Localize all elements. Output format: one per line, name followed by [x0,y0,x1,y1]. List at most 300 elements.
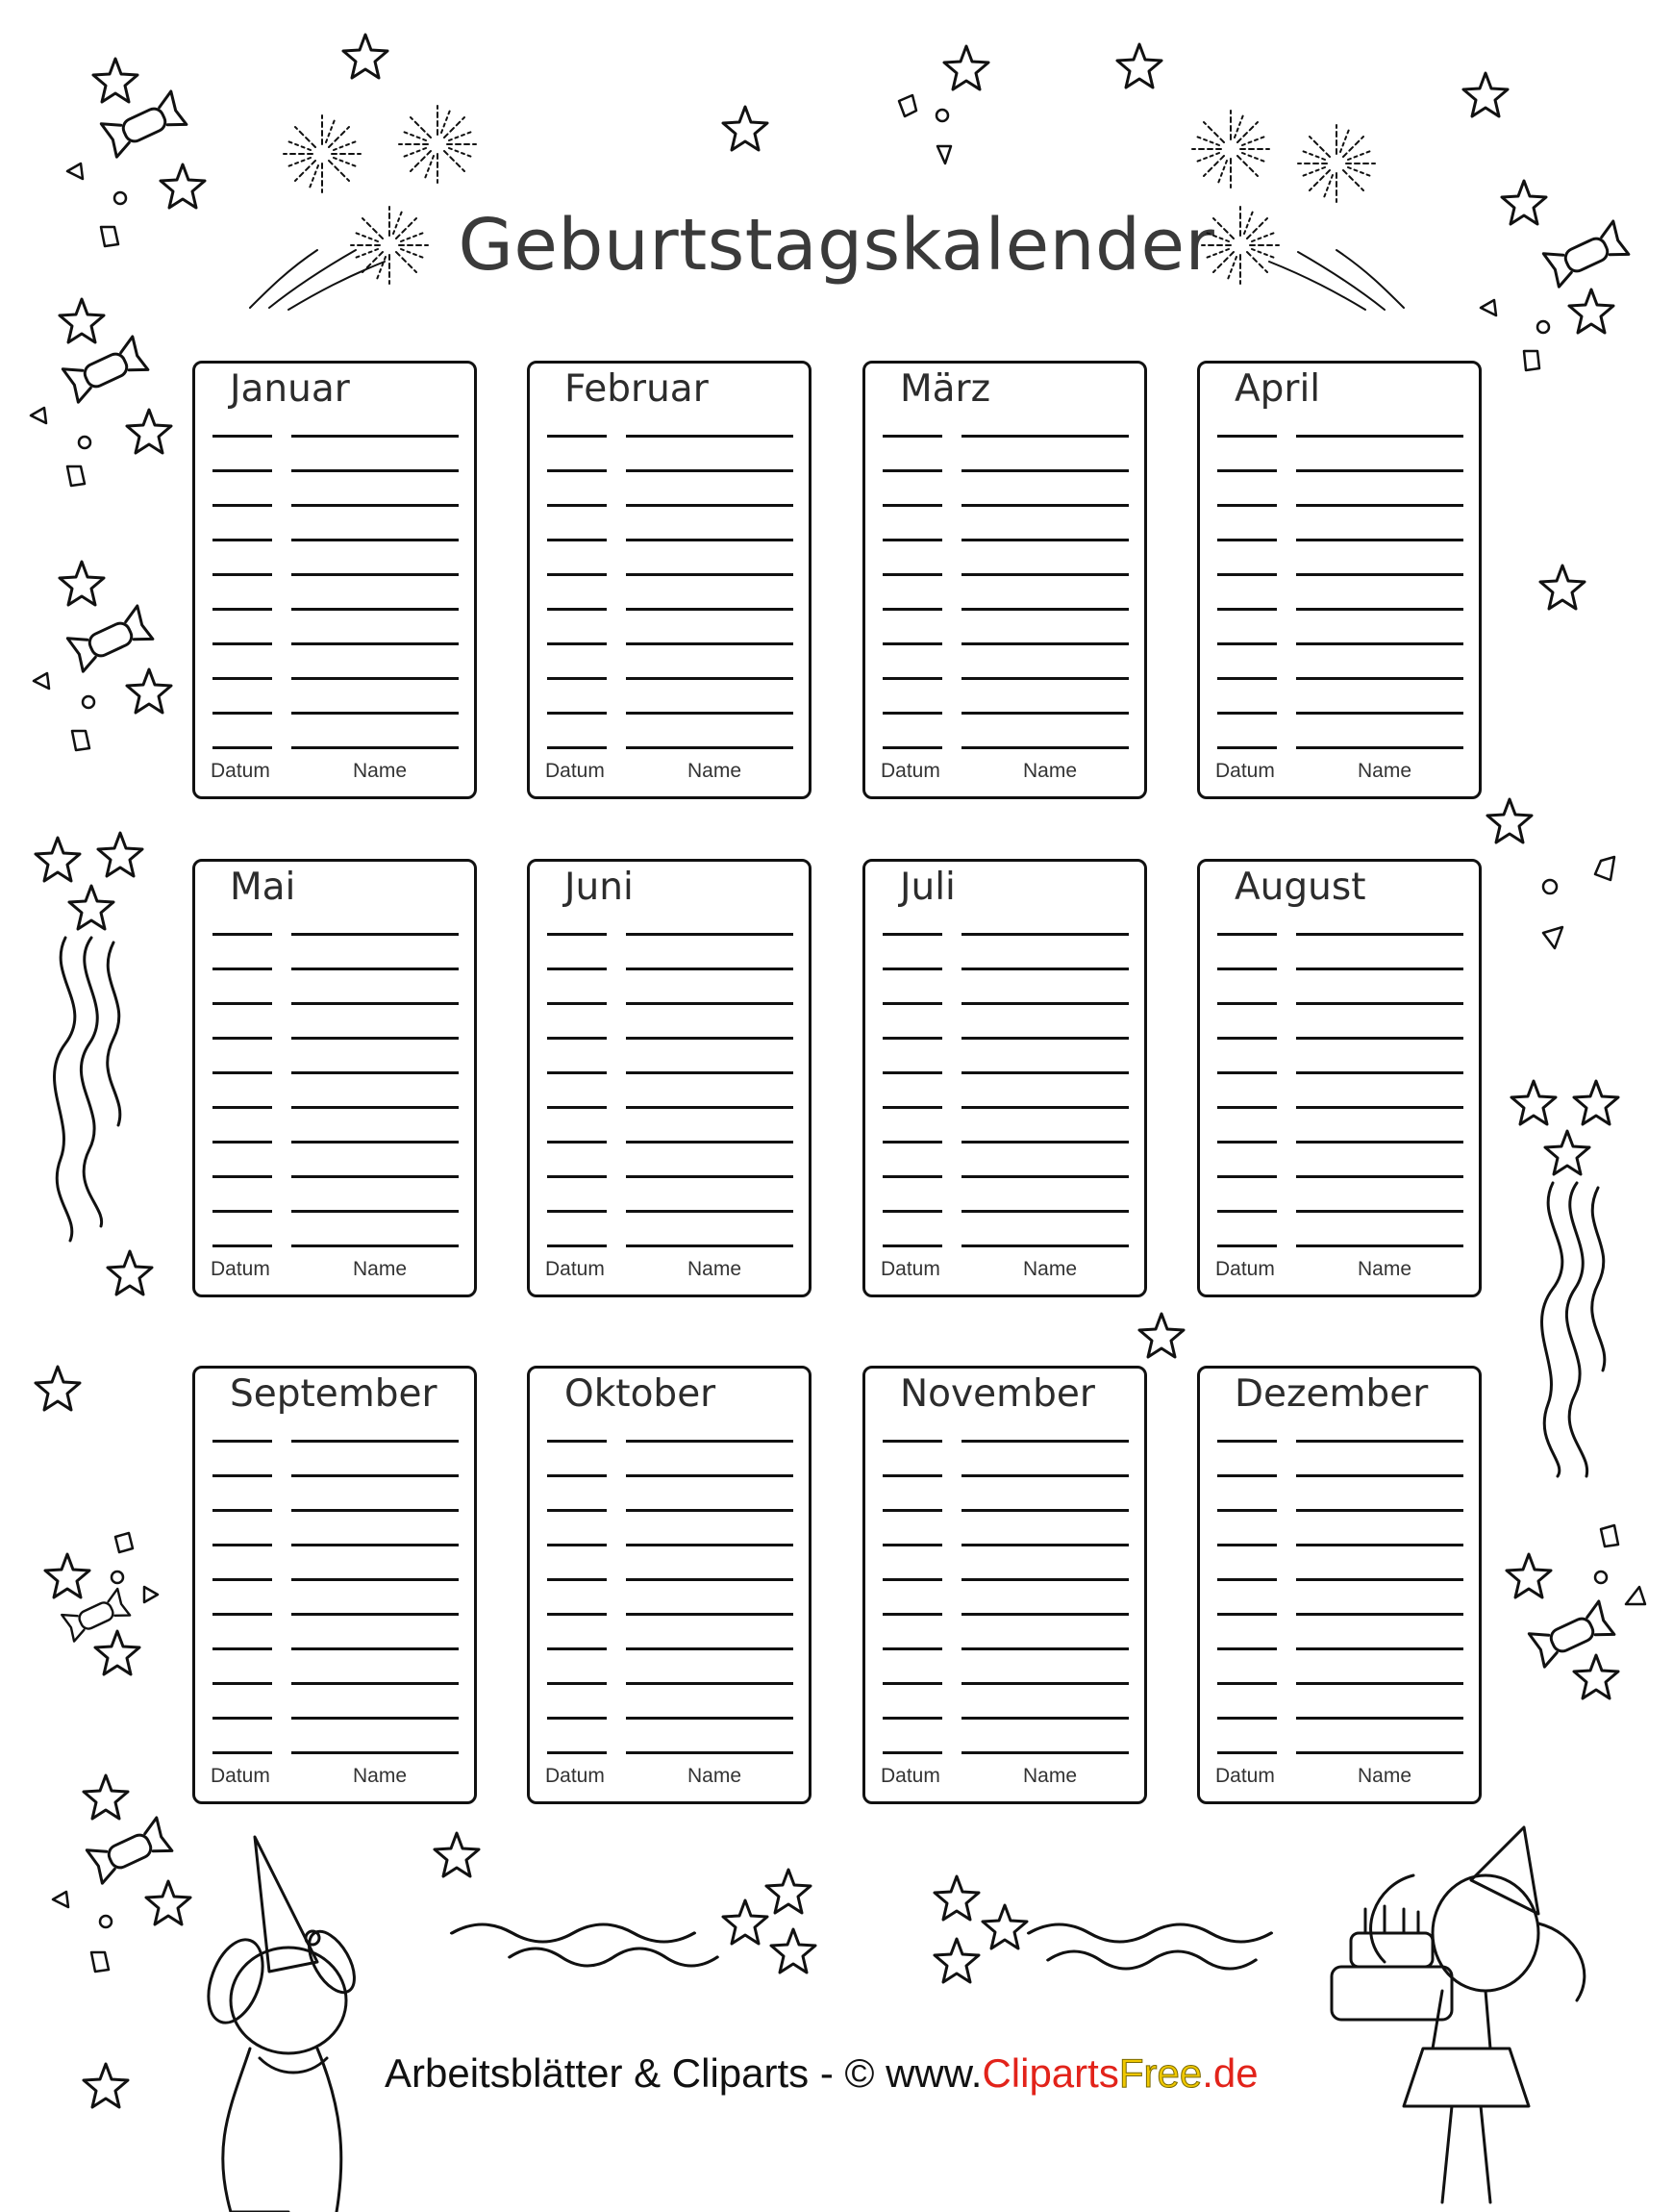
date-line [883,1613,942,1616]
name-line [1296,1578,1463,1581]
date-line [547,1037,607,1040]
entry-line [865,1037,1144,1040]
name-line [1296,435,1463,438]
entry-line [530,1071,809,1074]
date-line [212,1071,272,1074]
name-line [291,1717,459,1720]
name-line [1296,968,1463,970]
date-line [547,1613,607,1616]
entry-line [530,1244,809,1247]
month-title: August [1235,866,1366,909]
date-line [883,573,942,576]
date-line [212,968,272,970]
date-line [212,435,272,438]
entry-line [865,1578,1144,1581]
date-line [547,573,607,576]
date-line [547,968,607,970]
entry-line [530,933,809,936]
name-line [961,1647,1129,1650]
entry-line [195,1210,474,1213]
date-line [1217,435,1277,438]
date-line [883,608,942,611]
entry-line [1200,712,1479,715]
month-title: März [900,367,991,411]
entry-line [530,608,809,611]
entry-line [1200,469,1479,472]
date-line [883,1578,942,1581]
month-card [1197,361,1482,799]
date-line [1217,1106,1277,1109]
name-line [961,504,1129,507]
date-line [547,677,607,680]
entry-line [195,1682,474,1685]
entry-line [195,1544,474,1546]
date-line [547,1717,607,1720]
name-label: Name [1023,1258,1078,1280]
date-line [883,1210,942,1213]
date-line [1217,1578,1277,1581]
date-line [547,746,607,749]
entry-line [195,1717,474,1720]
entry-line [530,1474,809,1477]
entry-line [530,1751,809,1754]
date-line [883,712,942,715]
date-label: Datum [881,1258,940,1280]
month-card [1197,1366,1482,1804]
name-line [626,642,793,645]
date-line [547,1244,607,1247]
name-label: Name [353,760,408,782]
month-card [527,1366,812,1804]
entry-line [530,1578,809,1581]
name-line [1296,1175,1463,1178]
month-card [1197,859,1482,1297]
entry-line [1200,1717,1479,1720]
entry-line [1200,1106,1479,1109]
date-line [883,1037,942,1040]
name-line [291,1175,459,1178]
name-line [291,1210,459,1213]
entry-line [530,1037,809,1040]
date-line [212,1751,272,1754]
name-line [961,435,1129,438]
entry-line [195,1578,474,1581]
month-title: April [1235,367,1321,411]
name-line [961,1071,1129,1074]
name-label: Name [687,760,742,782]
date-line [547,1647,607,1650]
date-line [212,1037,272,1040]
entry-line [530,642,809,645]
name-line [961,1175,1129,1178]
entry-line [865,608,1144,611]
date-line [212,539,272,541]
date-line [212,746,272,749]
name-line [626,1578,793,1581]
footer-brand-part2: Free [1118,2050,1203,2096]
date-line [883,1440,942,1443]
date-label: Datum [211,1258,270,1280]
entry-line [865,1002,1144,1005]
name-line [626,677,793,680]
entry-line [195,1106,474,1109]
date-line [547,1106,607,1109]
name-line [961,1717,1129,1720]
entry-line [530,1210,809,1213]
date-label: Datum [1215,760,1275,782]
name-line [291,1613,459,1616]
name-line [291,1578,459,1581]
date-line [883,1717,942,1720]
footer-suffix: .de [1202,2050,1259,2096]
month-card [527,859,812,1297]
date-label: Datum [881,1765,940,1787]
date-line [212,573,272,576]
entry-line [1200,1751,1479,1754]
date-line [212,1682,272,1685]
date-line [212,642,272,645]
name-line [1296,1244,1463,1247]
date-line [883,968,942,970]
date-label: Datum [1215,1765,1275,1787]
name-line [291,1440,459,1443]
name-line [626,933,793,936]
entry-line [865,746,1144,749]
name-line [626,573,793,576]
entry-line [195,469,474,472]
entry-line [195,573,474,576]
name-line [961,608,1129,611]
entry-line [530,1440,809,1443]
month-title: Juni [564,866,634,909]
name-line [291,504,459,507]
name-line [291,1244,459,1247]
name-label: Name [1023,1765,1078,1787]
date-line [547,1440,607,1443]
entry-line [195,642,474,645]
entry-line [865,1440,1144,1443]
entry-line [865,1751,1144,1754]
name-line [961,712,1129,715]
date-line [212,1141,272,1144]
entry-line [865,1509,1144,1512]
entry-line [195,712,474,715]
entry-line [195,1647,474,1650]
date-label: Datum [211,1765,270,1787]
name-line [626,1210,793,1213]
date-line [883,746,942,749]
name-line [291,1544,459,1546]
name-line [1296,1544,1463,1546]
name-line [961,1210,1129,1213]
name-line [291,1647,459,1650]
date-line [883,1244,942,1247]
date-line [547,1141,607,1144]
name-line [961,1106,1129,1109]
month-title: Januar [230,367,350,411]
entry-line [195,1440,474,1443]
name-line [961,1613,1129,1616]
date-line [212,1175,272,1178]
date-line [547,1071,607,1074]
date-line [883,504,942,507]
entry-line [1200,1613,1479,1616]
name-line [1296,1141,1463,1144]
name-line [961,469,1129,472]
entry-line [1200,1440,1479,1443]
date-line [547,1210,607,1213]
month-title: November [900,1372,1095,1416]
date-line [883,677,942,680]
month-title: September [230,1372,437,1416]
entry-line [530,1682,809,1685]
month-card [862,859,1147,1297]
entry-line [865,1210,1144,1213]
date-line [1217,1175,1277,1178]
date-label: Datum [545,1765,605,1787]
entry-line [865,504,1144,507]
entry-line [1200,1002,1479,1005]
date-line [883,435,942,438]
name-line [291,539,459,541]
date-line [547,1682,607,1685]
name-line [291,435,459,438]
name-line [626,608,793,611]
name-line [1296,746,1463,749]
entry-line [865,1717,1144,1720]
entry-line [865,1544,1144,1546]
footer-brand-part1: Cliparts [982,2050,1119,2096]
date-line [1217,1717,1277,1720]
entry-line [865,1071,1144,1074]
name-line [1296,933,1463,936]
date-label: Datum [1215,1258,1275,1280]
date-line [883,1647,942,1650]
entry-line [195,1175,474,1178]
date-line [883,642,942,645]
date-line [547,933,607,936]
name-line [291,746,459,749]
date-line [547,712,607,715]
entry-line [865,642,1144,645]
entry-line [195,1613,474,1616]
name-line [1296,573,1463,576]
date-line [883,1141,942,1144]
date-line [1217,539,1277,541]
name-line [626,1175,793,1178]
page-title: Geburtstagskalender [458,204,1215,287]
date-line [547,539,607,541]
name-line [961,1682,1129,1685]
name-line [1296,1474,1463,1477]
entry-line [530,1106,809,1109]
name-line [291,469,459,472]
date-line [883,1002,942,1005]
month-title: Oktober [564,1372,716,1416]
name-line [1296,504,1463,507]
entry-line [1200,642,1479,645]
entry-line [530,712,809,715]
name-line [961,1440,1129,1443]
date-line [883,1106,942,1109]
date-line [1217,968,1277,970]
entry-line [530,435,809,438]
date-line [212,677,272,680]
entry-line [1200,1544,1479,1546]
name-line [961,1244,1129,1247]
entry-line [195,933,474,936]
month-title: Juli [900,866,956,909]
entry-line [530,1717,809,1720]
date-line [212,1002,272,1005]
entry-line [865,712,1144,715]
name-line [291,573,459,576]
name-line [1296,1717,1463,1720]
name-line [1296,1751,1463,1754]
entry-line [865,1613,1144,1616]
date-line [212,1440,272,1443]
entry-line [1200,1474,1479,1477]
name-line [1296,712,1463,715]
entry-line [865,1175,1144,1178]
entry-line [530,1647,809,1650]
name-label: Name [353,1258,408,1280]
name-line [626,1037,793,1040]
entry-line [865,1141,1144,1144]
name-line [626,1474,793,1477]
month-card [192,1366,477,1804]
name-line [626,1141,793,1144]
date-line [1217,746,1277,749]
date-line [1217,469,1277,472]
name-line [1296,539,1463,541]
name-line [291,608,459,611]
entry-line [865,1474,1144,1477]
name-line [961,1578,1129,1581]
date-line [212,469,272,472]
entry-line [530,1141,809,1144]
entry-line [530,1175,809,1178]
date-line [212,1578,272,1581]
entry-line [195,1002,474,1005]
entry-line [195,968,474,970]
name-line [1296,677,1463,680]
date-line [1217,677,1277,680]
date-line [212,1717,272,1720]
entry-line [530,1002,809,1005]
date-label: Datum [211,760,270,782]
name-line [291,677,459,680]
name-line [1296,1071,1463,1074]
date-line [212,1210,272,1213]
date-line [547,1544,607,1546]
entry-line [195,1509,474,1512]
date-line [1217,1544,1277,1546]
name-line [626,1106,793,1109]
name-line [1296,642,1463,645]
date-line [1217,573,1277,576]
date-line [547,1002,607,1005]
entry-line [530,1544,809,1546]
name-line [626,712,793,715]
name-line [291,642,459,645]
date-line [1217,1509,1277,1512]
name-line [1296,1210,1463,1213]
date-line [1217,712,1277,715]
name-line [961,1544,1129,1546]
name-line [291,1002,459,1005]
entry-line [195,1244,474,1247]
name-line [291,1509,459,1512]
entry-line [1200,573,1479,576]
entry-line [1200,677,1479,680]
name-line [626,1717,793,1720]
name-line [626,1244,793,1247]
name-label: Name [1023,760,1078,782]
name-line [961,1751,1129,1754]
date-line [883,469,942,472]
entry-line [195,677,474,680]
name-line [626,746,793,749]
date-line [547,608,607,611]
date-line [883,1175,942,1178]
name-line [291,712,459,715]
date-label: Datum [545,760,605,782]
date-line [1217,1647,1277,1650]
date-line [547,642,607,645]
date-line [1217,1071,1277,1074]
date-label: Datum [881,760,940,782]
date-line [212,1647,272,1650]
entry-line [195,608,474,611]
date-line [1217,1440,1277,1443]
name-line [291,933,459,936]
date-line [883,539,942,541]
name-line [1296,1647,1463,1650]
month-card [192,361,477,799]
name-line [626,469,793,472]
entry-line [1200,1141,1479,1144]
name-line [1296,1682,1463,1685]
party-dog-illustration [198,1837,363,2212]
entry-line [1200,504,1479,507]
date-line [883,1509,942,1512]
entry-line [865,435,1144,438]
name-line [291,1106,459,1109]
month-card [862,1366,1147,1804]
name-line [961,539,1129,541]
birthday-girl-cake-illustration [1332,1827,1585,2202]
entry-line [865,677,1144,680]
name-line [961,746,1129,749]
name-line [626,1613,793,1616]
entry-line [865,933,1144,936]
entry-line [1200,1175,1479,1178]
entry-line [195,435,474,438]
entry-line [865,1682,1144,1685]
date-line [883,933,942,936]
entry-line [1200,746,1479,749]
name-label: Name [1358,760,1412,782]
date-line [1217,504,1277,507]
month-card [527,361,812,799]
date-line [1217,1474,1277,1477]
date-line [1217,1244,1277,1247]
entry-line [195,1474,474,1477]
month-title: Februar [564,367,709,411]
name-line [626,1682,793,1685]
entry-line [1200,968,1479,970]
